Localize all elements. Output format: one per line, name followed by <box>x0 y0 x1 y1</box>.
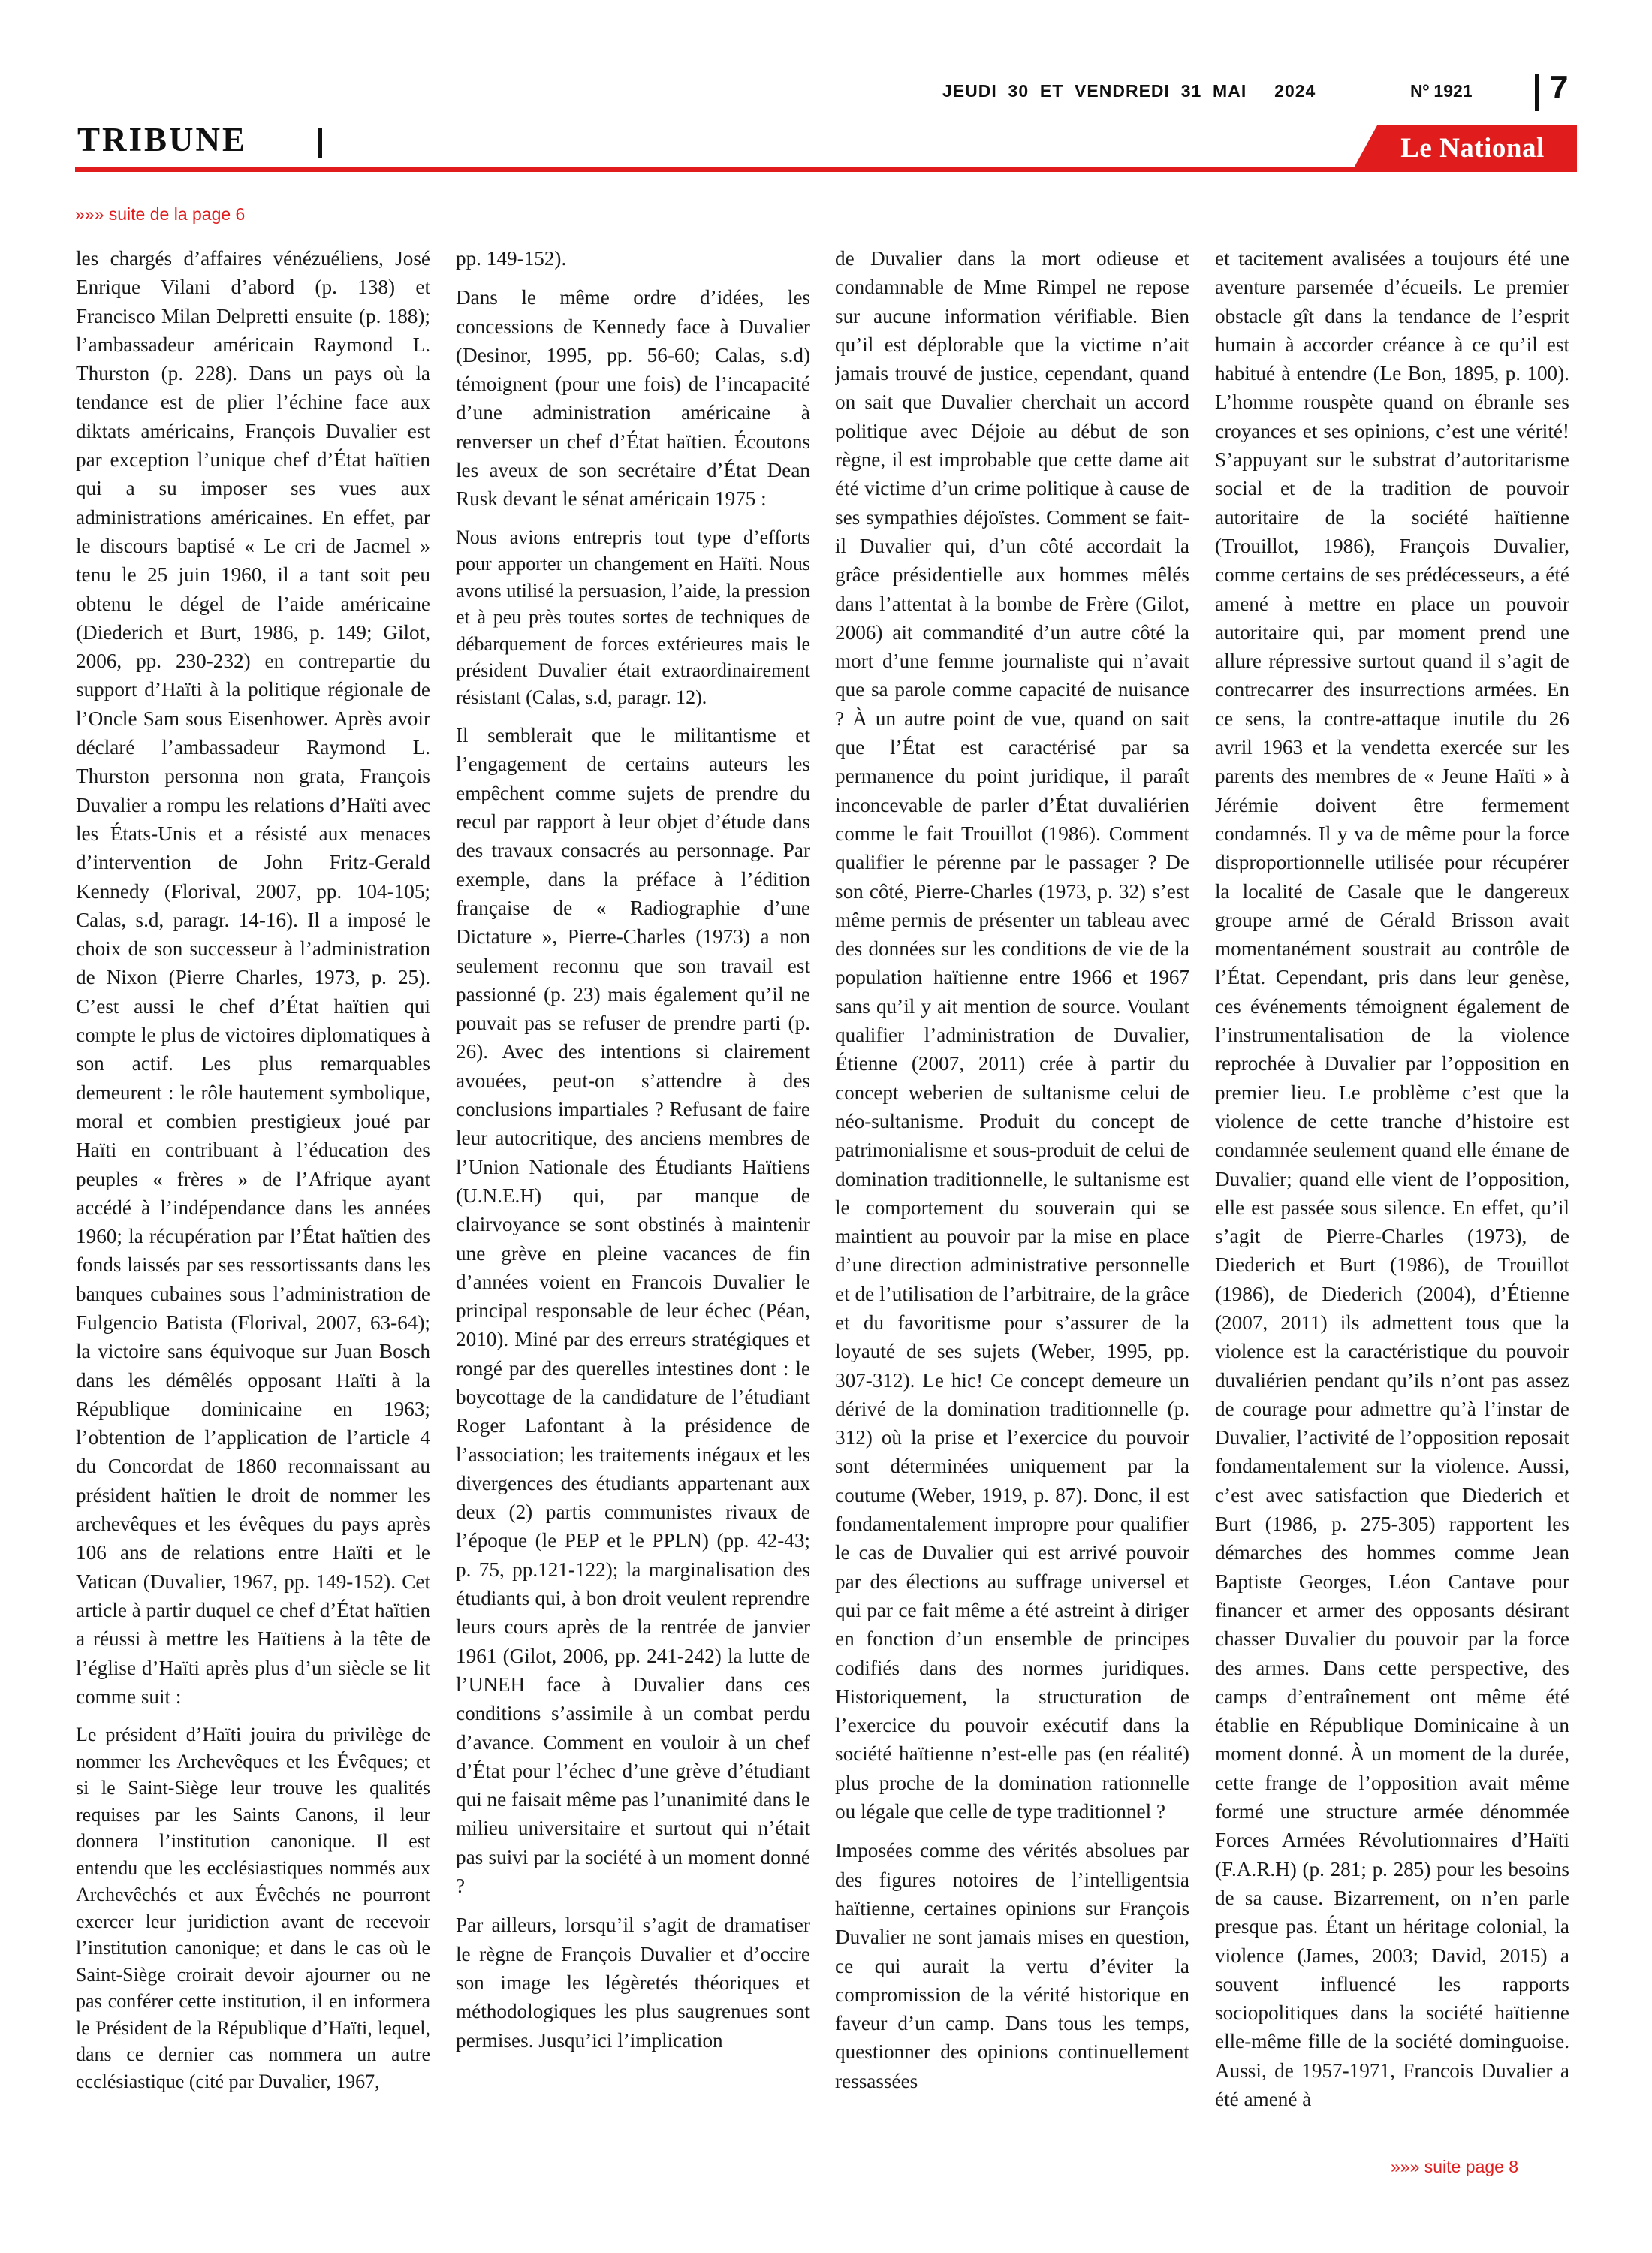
article-column-4 <box>1215 244 1569 2125</box>
section-title: TRIBUNE <box>77 121 248 158</box>
issue-number: Nº 1921 <box>1410 81 1473 101</box>
block-quote: Le président d’Haïti jouira du privilège de nommer les Archevêques et les Évêques; et si le Saint-Siège leur trouve les qualités requises par les Saints Canons, il leur donnera l’institution canonique. Il est entendu que les ecclésiastiques nommés aux Archevêchés et aux Évêchés ne pourront exercer leur juridiction avant de recevoir l’institution canonique; et dans le cas où le Saint-Siège croirait devoir ajourner ou ne pas conférer cette institution, il en informera le Président de la République d’Haïti, lequel, dans ce dernier cas nommera un autre ecclésiastique (cité par Duvalier, 1967, <box>76 1724 430 2092</box>
header-rule <box>75 167 1577 172</box>
article-paragraph: Imposées comme des vérités absolues par des figures notoires de l’intelligentsia haïtienne, certaines opinions sur François Duvalier ne sont jamais mises en question, ce qui aurait la vertu d’éviter la compromission de la vérité historique en faveur d’un camp. Dans tous les temps, questionner des opinions continuellement ressassées <box>835 1839 1189 2092</box>
issue-date: JEUDI 30 ET VENDREDI 31 MAI 2024 <box>942 81 1316 101</box>
article-paragraph: les chargés d’affaires vénézuéliens, José Enrique Vilani d’abord (p. 138) et Francisco Milan Delpretti ensuite (p. 188); l’ambassadeur américain Raymond L. Thurston (p. 228). Dans un pays où la tendance est de plier l’échine face aux diktats américains, François Duvalier est par exception l’unique chef d’État haïtien qui a su imposer ses vues aux administrations américaines. En effet, par le discours baptisé « Le cri de Jacmel » tenu le 25 juin 1960, il a tant soit peu obtenu le dégel de l’aide américaine (Diederich et Burt, 1986, p. 149; Gilot, 2006, pp. 230-232) en contrepartie du support d’Haïti à la politique régionale de l’Oncle Sam sous Eisenhower. Après avoir déclaré l’ambassadeur Raymond L. Thurston personna non grata, François Duvalier a rompu les relations d’Haïti avec les États-Unis et a résisté aux menaces d’intervention de John Fritz-Gerald Kennedy (Florival, 2007, pp. 104-105; Calas, s.d, paragr. 14-16). Il a imposé le choix de son successeur à l’administration de Nixon (Pierre Charles, 1973, p. 25). C’est aussi le chef d’État haïtien qui compte le plus de victoires diplomatiques à son actif. Les plus remarquables demeurent : le rôle hautement symbolique, moral et combien prestigieux joué par Haïti en contribuant à l’éducation des peuples « frères » de l’Afrique ayant accédé à l’indépendance dans les années 1960; la récupération par l’État haïtien des fonds laissés par ses ressortissants dans les banques cubaines sous l’administration de Fulgencio Batista (Florival, 2007, 63-64); la victoire sans équivoque sur Juan Bosch dans les démêlés opposant Haïti à la République dominicaine en 1963; l’obtention de l’application de l’article 4 du Concordat de 1860 reconnaissant au président haïtien le droit de nommer les archevêques et les évêques du pays après 106 ans de relations entre Haïti et le Vatican (Duvalier, 1967, pp. 149-152). Cet article à partir duquel ce chef d’État haïtien a réussi à mettre les Haïtiens à la tête de l’église d’Haïti après plus d’un siècle se lit comme suit : <box>76 247 430 1708</box>
section-title-divider <box>318 128 322 158</box>
newspaper-logo: Le National <box>1400 133 1545 164</box>
article-paragraph: Dans le même ordre d’idées, les concessions de Kennedy face à Duvalier (Desinor, 1995, pp. 56-60; Calas, s.d) témoignent (pour une fois) de l’incapacité d’une administration américaine à renverser un chef d’État haïtien. Écoutons les aveux de son secrétaire d’État Dean Rusk devant le sénat américain 1975 : <box>456 286 810 511</box>
continued-to-label: »»» suite page 8 <box>1391 2157 1519 2176</box>
page-number-divider <box>1535 74 1539 111</box>
article-column-2 <box>456 244 810 2125</box>
continued-from-label: »»» suite de la page 6 <box>75 204 246 224</box>
article-paragraph: Il semblerait que le militantisme et l’engagement de certains auteurs les empêchent comme sujets de prendre du recul par rapport à leur objet d’étude dans des travaux consacrés au personnage. Par exemple, dans la préface à l’édition française de « Radiographie d’une Dictature », Pierre-Charles (1973) a non seulement reconnu que son travail est passionné (p. 23) mais également qu’il ne pouvait pas se refuser de prendre parti (p. 26). Avec des intentions si clairement avouées, peut-on s’attendre à des conclusions impartiales ? Refusant de faire leur autocritique, des anciens membres de l’Union Nationale des Étudiants Haïtiens (U.N.E.H) qui, par manque de clairvoyance se sont obstinés à maintenir une grève en pleine vacances de fin d’années voient en Francois Duvalier le principal responsable de leur échec (Péan, 2010). Miné par des erreurs stratégiques et rongé par des querelles intestines dont : le boycottage de la candidature de l’étudiant Roger Lafontant à la présidence de l’association; les traitements inégaux et les divergences des étudiants appartenant aux deux (2) partis communistes rivaux de l’époque (le PEP et le PPLN) (pp. 42-43; p. 75, pp.121-122); la marginalisation des étudiants qui, à bon droit veulent reprendre leurs cours après de la rentrée de janvier 1961 (Gilot, 2006, pp. 241-242) la lutte de l’UNEH face à Duvalier dans ces conditions s’assimile à un combat perdu d’avance. Comment en vouloir à un chef d’État pour l’échec d’une grève d’étudiant qui ne faisait même pas l’unanimité dans le milieu universitaire et surtout qui n’était pas suivi par la société à un moment donné ? <box>456 724 810 1898</box>
article-column-1 <box>76 244 430 2125</box>
block-quote: Nous avions entrepris tout type d’efforts pour apporter un changement en Haïti. Nous avons utilisé la persuasion, l’aide, la pression et à peu près toutes sortes de techniques de débarquement de forces extérieures mais le président Duvalier était extraordinairement résistant (Calas, s.d, paragr. 12). <box>456 526 810 708</box>
article-paragraph: de Duvalier dans la mort odieuse et condamnable de Mme Rimpel ne repose sur aucune information vérifiable. Bien qu’il est déplorable que la victime n’ait jamais trouvé de justice, cependant, quand on sait que Duvalier cherchait un accord politique avec Déjoie au début de son règne, il est improbable que cette dame ait été victime d’un crime politique à cause de ses sympathies déjoïstes. Comment se fait-il Duvalier qui, d’un côté accordait la grâce présidentielle aux hommes mêlés dans l’attentat à la bombe de Frère (Gilot, 2006) ait commandité d’un autre côté la mort d’une femme journaliste qui n’avait que sa parole comme capacité de nuisance ? À un autre point de vue, quand on sait que l’État est caractérisé par sa permanence du point juridique, il paraît inconcevable de parler d’État duvaliérien comme le fait Trouillot (1986). Comment qualifier le pérenne par le passager ? De son côté, Pierre-Charles (1973, p. 32) s’est même permis de présenter un tableau avec des données sur les conditions de vie de la population haïtienne entre 1966 et 1967 sans qu’il y ait mention de source. Voulant qualifier l’administration de Duvalier, Étienne (2007, 2011) crée à partir du concept weberien de sultanisme celui de néo-sultanisme. Produit du concept de patrimonialisme et sous-produit de celui de domination traditionnelle, le sultanisme est le comportement du souverain qui se maintient au pouvoir par la mise en place d’une direction administrative personnelle et de l’utilisation de l’arbitraire, de la grâce et du favoritisme pour s’assurer de la loyauté de ses sujets (Weber, 1995, pp. 307-312). Le hic! Ce concept demeure un dérivé de la domination traditionnelle (p. 312) où la prise et l’exercice du pouvoir sont déterminées uniquement par la coutume (Weber, 1919, p. 87). Donc, il est fondamentalement impropre pour qualifier le cas de Duvalier qui est arrivé pouvoir par des élections au suffrage universel et qui par ce fait même a été astreint à diriger en fonction d’un ensemble de principes codifiés dans des normes juridiques. Historiquement, la structuration de l’exercice du pouvoir exécutif dans la société haïtienne n’est-elle pas (en réalité) plus proche de la domination rationnelle ou légale que celle de type traditionnel ? <box>835 247 1189 1823</box>
article-paragraph: et tacitement avalisées a toujours été une aventure parsemée d’écueils. Le premier obstacle gît dans la tendance de l’esprit humain à accorder créance à ce qu’il est habitué à entendre (Le Bon, 1895, p. 100). L’homme rouspète quand on ébranle ses croyances et ses opinions, c’est une vérité! S’appuyant sur le substrat d’autoritarisme social et de la tradition de pouvoir autoritaire de la société haïtienne (Trouillot, 1986), François Duvalier, comme certains de ses prédécesseurs, a été amené à mettre en place un pouvoir autoritaire qui, par moment prend une allure répressive surtout quand il s’agit de contrecarrer des insurrections armées. En ce sens, la contre-attaque inutile du 26 avril 1963 et la vendetta exercée sur les parents des membres de « Jeune Haïti » à Jérémie doivent être fermement condamnés. Il y va de même pour la force disproportionnelle utilisée pour récupérer la localité de Casale que le dangereux groupe armé de Gérald Brisson avait momentanément soustrait au contrôle de l’État. Cependant, pris dans leur genèse, ces événements témoignent également de l’instrumentalisation de la violence reprochée à Duvalier par l’opposition en premier lieu. Le problème c’est que la violence de cette tranche d’histoire est condamnée seulement quand elle émane de Duvalier; quand elle vient de l’opposition, elle est passée sous silence. En effet, qu’il s’agit de Pierre-Charles (1973), de Diederich et Burt (1986), de Trouillot (1986), de Diederich (2004), d’Étienne (2007, 2011) ils admettent tous que la violence est la caractéristique du pouvoir duvaliérien pendant qu’ils n’ont pas assez de courage pour admettre qu’à l’instar de Duvalier, l’activité de l’opposition reposait fondamentalement sur la violence. Aussi, c’est avec satisfaction que Diederich et Burt (1986, p. 275-305) rapportent les démarches des hommes comme Jean Baptiste Georges, Léon Cantave pour financer et armer des opposants désirant chasser Duvalier du pouvoir par la force des armes. Dans cette perspective, des camps d’entraînement ont même été établie en République Dominicaine à un moment donné. À un moment de la durée, cette frange de l’opposition avait même formé une structure armée dénommée Forces Armées Révolutionnaires d’Haïti (F.A.R.H) (p. 281; p. 285) pour les besoins de sa cause. Bizarrement, on n’en parle presque pas. Étant un héritage colonial, la violence (James, 2003; David, 2015) a souvent influencé les rapports sociopolitiques dans la société haïtienne elle-même fille de la société dominguoise. Aussi, de 1957-1971, Francois Duvalier a été amené à <box>1215 247 1569 2110</box>
page-number: 7 <box>1550 69 1569 106</box>
article-column-3 <box>835 244 1189 2125</box>
article-paragraph: Par ailleurs, lorsqu’il s’agit de dramatiser le règne de François Duvalier et d’occire son image les légèretés théoriques et méthodologiques les plus saugrenues sont permises. Jusqu’ici l’implication <box>456 1914 810 2052</box>
article-paragraph: pp. 149-152). <box>456 247 567 270</box>
